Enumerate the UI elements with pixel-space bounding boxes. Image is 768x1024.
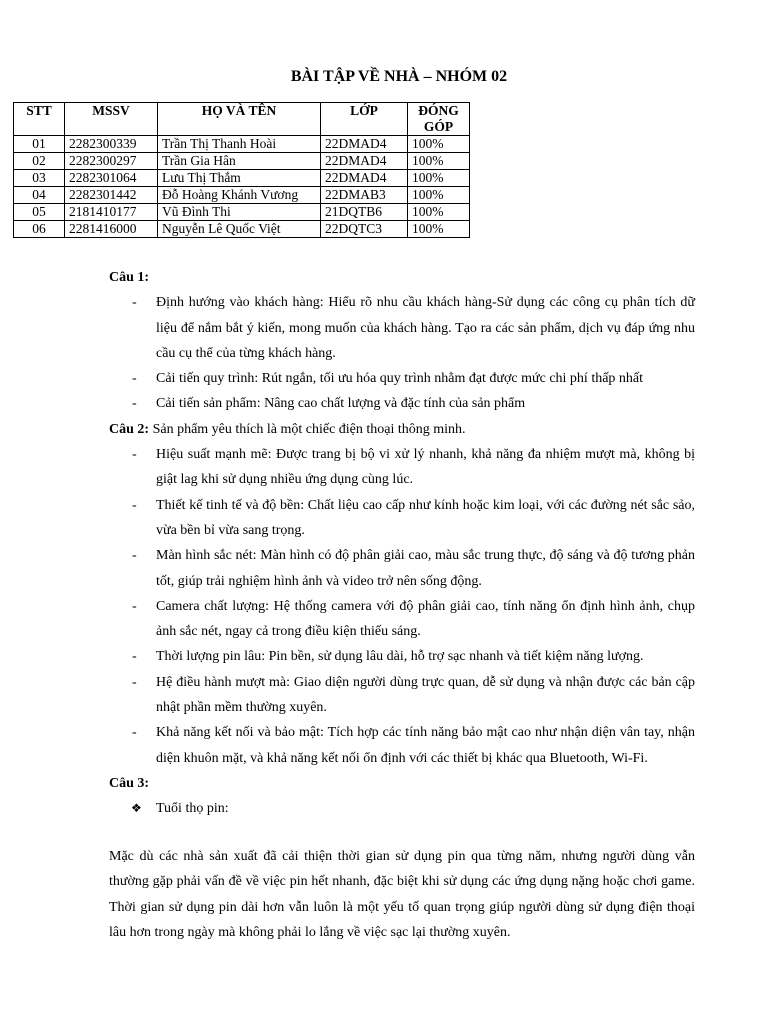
list-item: - Hiệu suất mạnh mẽ: Được trang bị bộ vi xử lý nhanh, khả năng đa nhiệm mượt mà, không bị giật lag khi sử dụng nhiều ứng dụng cùng lúc. xyxy=(109,442,695,493)
document-body xyxy=(109,265,695,822)
cell-contribution: 100% xyxy=(408,153,470,170)
page-title: BÀI TẬP VỀ NHÀ – NHÓM 02 xyxy=(290,68,508,85)
cell-stt: 03 xyxy=(14,170,65,187)
table-row xyxy=(14,170,470,187)
cell-class: 22DMAD4 xyxy=(321,153,408,170)
table-row xyxy=(14,153,470,170)
cell-class: 21DQTB6 xyxy=(321,204,408,221)
dash-bullet: - xyxy=(132,497,137,513)
cell-stt: 05 xyxy=(14,204,65,221)
list-item: - Camera chất lượng: Hệ thống camera với độ phân giải cao, tính năng ổn định hình ảnh, chụp ảnh sắc nét, ngay cả trong điều kiện thiếu sáng. xyxy=(109,594,695,645)
cell-contribution: 100% xyxy=(408,170,470,187)
cell-class: 22DMAD4 xyxy=(321,136,408,153)
col-header-stt: STT xyxy=(14,103,65,136)
cell-name: Lưu Thị Thắm xyxy=(158,170,321,187)
dash-bullet: - xyxy=(132,649,137,665)
cell-stt: 01 xyxy=(14,136,65,153)
member-table xyxy=(13,102,470,238)
table-row xyxy=(14,136,470,153)
question-1-heading: Câu 1: xyxy=(109,270,150,285)
cell-mssv: 2281416000 xyxy=(65,221,158,238)
cell-name: Trần Gia Hân xyxy=(158,153,321,170)
dash-bullet: - xyxy=(132,548,137,564)
cell-contribution: 100% xyxy=(408,136,470,153)
cell-class: 22DQTC3 xyxy=(321,221,408,238)
dash-bullet: - xyxy=(132,725,137,741)
cell-name: Vũ Đình Thi xyxy=(158,204,321,221)
cell-stt: 04 xyxy=(14,187,65,204)
col-header-mssv: MSSV xyxy=(65,103,158,136)
col-header-class: LỚP xyxy=(321,103,408,136)
list-item: - Hệ điều hành mượt mà: Giao diện người dùng trực quan, dễ sử dụng và nhận được các bản cập nhật phần mềm thường xuyên. xyxy=(109,670,695,721)
table-row xyxy=(14,221,470,238)
list-item: - Cải tiến sản phẩm: Nâng cao chất lượng và đặc tính của sản phẩm xyxy=(109,391,695,416)
dash-bullet: - xyxy=(132,674,137,690)
col-header-contribution: ĐÓNG GÓP xyxy=(408,103,470,136)
cell-stt: 02 xyxy=(14,153,65,170)
cell-mssv: 2282301442 xyxy=(65,187,158,204)
dash-bullet: - xyxy=(132,396,137,412)
cell-name: Nguyễn Lê Quốc Việt xyxy=(158,221,321,238)
cell-mssv: 2181410177 xyxy=(65,204,158,221)
list-item: - Cải tiến quy trình: Rút ngắn, tối ưu hóa quy trình nhằm đạt được mức chi phí thấp nhất xyxy=(109,366,695,391)
cell-class: 22DMAD4 xyxy=(321,170,408,187)
list-item: - Thiết kế tinh tế và độ bền: Chất liệu cao cấp như kính hoặc kim loại, với các đường nét sắc sảo, vừa bền bỉ vừa sang trọng. xyxy=(109,493,695,544)
table-header-row xyxy=(14,103,470,136)
col-header-name: HỌ VÀ TÊN xyxy=(158,103,321,136)
question-2-intro: Sản phẩm yêu thích là một chiếc điện thoại thông minh. xyxy=(149,421,466,437)
diamond-bullet-icon: ❖ xyxy=(131,801,142,816)
dash-bullet: - xyxy=(132,371,137,387)
question-2-heading: Câu 2: Sản phẩm yêu thích là một chiếc điện thoại thông minh. xyxy=(109,421,466,437)
cell-class: 22DMAB3 xyxy=(321,187,408,204)
battery-paragraph: Mặc dù các nhà sản xuất đã cải thiện thời gian sử dụng pin qua từng năm, nhưng người dùng vẫn thường gặp phải vấn đề về việc pin hết nhanh, đặc biệt khi sử dụng các ứng dụng nặng hoặc chơi game. Thời gian sử dụng pin dài hơn vẫn luôn là một yếu tố quan trọng giúp người dùng sử dụng điện thoại lâu hơn trong ngày mà không phải lo lắng về việc sạc lại thường xuyên. xyxy=(109,849,695,940)
dash-bullet: - xyxy=(132,447,137,463)
list-item: - Màn hình sắc nét: Màn hình có độ phân giải cao, màu sắc trung thực, độ sáng và độ tương phản tốt, giúp trải nghiệm hình ảnh và video trở nên sống động. xyxy=(109,543,695,594)
dash-bullet: - xyxy=(132,295,137,311)
cell-contribution: 100% xyxy=(408,221,470,238)
list-item: - Định hướng vào khách hàng: Hiểu rõ nhu cầu khách hàng-Sử dụng các công cụ phân tích dữ liệu để nắm bắt ý kiến, mong muốn của khách hàng. Tạo ra các sản phẩm, dịch vụ đáp ứng nhu cầu cụ thể của từng khách hàng. xyxy=(109,290,695,366)
cell-name: Đỗ Hoàng Khánh Vương xyxy=(158,187,321,204)
cell-mssv: 2282301064 xyxy=(65,170,158,187)
cell-contribution: 100% xyxy=(408,204,470,221)
list-item: - Thời lượng pin lâu: Pin bền, sử dụng lâu dài, hỗ trợ sạc nhanh và tiết kiệm năng lượng. xyxy=(109,644,695,669)
table-row xyxy=(14,204,470,221)
sub-heading-battery: ❖ Tuổi thọ pin: xyxy=(109,796,695,821)
cell-name: Trần Thị Thanh Hoài xyxy=(158,136,321,153)
table-row xyxy=(14,187,470,204)
list-item: - Khả năng kết nối và bảo mật: Tích hợp các tính năng bảo mật cao như nhận diện vân tay, nhận diện khuôn mặt, và khả năng kết nối ổn định với các thiết bị khác qua Bluetooth, Wi-Fi. xyxy=(109,720,695,771)
dash-bullet: - xyxy=(132,598,137,614)
cell-stt: 06 xyxy=(14,221,65,238)
cell-mssv: 2282300339 xyxy=(65,136,158,153)
question-3-heading: Câu 3: xyxy=(109,775,150,791)
cell-mssv: 2282300297 xyxy=(65,153,158,170)
cell-contribution: 100% xyxy=(408,187,470,204)
